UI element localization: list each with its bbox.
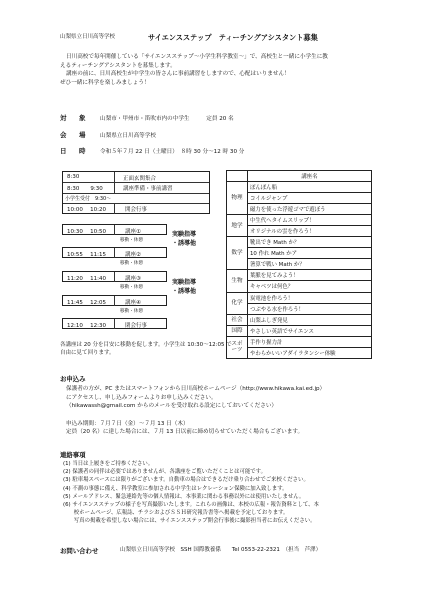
target-label: 対 象 [60, 114, 89, 122]
course-name: やさしい英語でサイエンス [248, 325, 372, 336]
schedule-time: 11:20 11:40 [67, 276, 106, 282]
course-category: スポ ーツ [227, 336, 248, 358]
target-value: 山梨市・甲州市・笛吹市内の中学生 定員 20 名 [100, 116, 234, 122]
note-item: 写真の掲載を希望しない場合には、サイエンスステップ開会行事後に撮影担当者にお伝えください。 [63, 518, 316, 525]
break-label: 移動・休憩 [120, 285, 143, 290]
note-item: (5) メールアドレス、緊急連絡先等の個人情報は、本事業に関わる事務以外には使用いたしません。 [63, 493, 305, 500]
note-item: 校ホームページ、広報誌、チラシおよびＳＳＨ研究報告書等へ掲載を予定しております。 [63, 510, 289, 517]
schedule-time: 8:30 [67, 173, 80, 180]
break-label: 移動・休憩 [120, 238, 143, 243]
notes-heading: 連絡事項 [60, 451, 86, 459]
page-title: サイエンスステップ ティーチングアシスタント募集 [148, 33, 318, 42]
course-name: 炭電池を作ろう！ [248, 292, 372, 303]
slot-5 [62, 318, 167, 329]
course-name: 葉脈を見てみよう！ [248, 270, 372, 281]
schedule [62, 171, 210, 331]
school-name: 山梨県立日川高等学校 [60, 34, 116, 40]
apply-period: 申込み期間：７月７日（金）〜７月 13 日（木） [66, 420, 189, 427]
apply-line: 定員（20 名）に達した場合には、７月 13 日以前に締め切らせていただく場合もございます。 [66, 429, 304, 436]
course-name: キャベツは何色？ [248, 281, 372, 292]
course-table-corner [227, 171, 248, 182]
course-name: 手作り握力計 [248, 336, 372, 347]
schedule-event: 講座準備・事前講習 [123, 186, 173, 192]
course-name: やわらかいいアダイラタンシー体験 [248, 347, 372, 358]
schedule-event: 講座① [125, 229, 141, 235]
apply-line: 保護者の方が、PC またはスマートフォンから日川高校ホームページ（http://www.hikawa.kai.ed.jp） [66, 386, 326, 392]
slot-1 [62, 224, 167, 235]
datetime-label: 日 時 [60, 147, 89, 155]
intro-line: 日川高校で毎年開催している「サイエンスステップ〜小学生科学教室〜」で、高校生と一緒に小学生に教 [66, 54, 328, 60]
schedule-event: 閉会行事 [125, 323, 148, 329]
schedule-time: 10:30 10:50 [67, 229, 106, 235]
course-name: ぽんぽん船 [248, 182, 372, 193]
schedule-note [60, 341, 232, 358]
course-name: つぶやる水を作ろう！ [248, 303, 372, 314]
schedule-event: 講座③ [125, 276, 141, 282]
note-item: (1) 当日は上履きをご持参ください。 [63, 461, 154, 467]
intro-line: えるティーチングアシスタントを募集します。 [60, 62, 176, 69]
intro-text [60, 53, 328, 88]
venue-value: 山梨県立日川高等学校 [100, 133, 156, 139]
schedule-event: 講座④ [125, 300, 141, 306]
apply-line: （hikawassh@gmail.com からのメールを受け取れる設定にしておいてください） [66, 403, 278, 410]
schedule-event: 開会行事 [125, 207, 148, 213]
side-note: 実験指導 ・誘導他 [172, 231, 197, 247]
schedule-note-line: 自由に見て回ります。 [60, 350, 115, 357]
schedule-time: 10:55 11:15 [67, 252, 106, 258]
course-name: 箸算で戦い Math か？ [248, 259, 372, 270]
note-item: (4) 不測の事態に備え、科学教室に参加される中学生はレクレーション保険に加入致します。 [63, 485, 288, 492]
intro-line: 講座の前に、日川高校生が中学生の皆さんに事前講習をしますので、心配はいりません！ [66, 71, 290, 78]
course-table-header: 講座名 [248, 171, 372, 182]
notes-list [63, 460, 319, 526]
course-name: 山梨ふしぎ発見 [248, 314, 372, 325]
course-category: 地学 [227, 215, 248, 237]
note-item: (2) 保護者の同伴は必要ではありませんが、各講座をご覧いただくことは可能です。 [63, 469, 266, 476]
course-category: 物理 [227, 182, 248, 215]
apply-line: にアクセスし、申し込みフォームよりお申し込みください。 [66, 394, 217, 401]
venue-label: 会 場 [60, 131, 89, 139]
apply-body [66, 385, 325, 437]
schedule-note-line: 各講座は 20 分を目安に移動を促します。小学生は 10:30〜12:05 で [60, 342, 232, 348]
course-name: オリジナルの雲を作ろう！ [248, 226, 372, 237]
schedule-time: 11:45 12:05 [67, 300, 106, 306]
course-category: 数学 [227, 237, 248, 270]
break-label: 移動・休憩 [120, 309, 143, 314]
schedule-event: 正面玄関集合 [123, 175, 157, 182]
inquiry-heading: お問い合わせ [60, 547, 99, 555]
course-category: 化学 [227, 292, 248, 314]
course-table [226, 170, 372, 359]
apply-heading: お申込み [60, 375, 86, 383]
side-note: 実験指導 ・誘導他 [172, 279, 197, 295]
course-name: 靴出でき Math か？ [248, 237, 372, 248]
schedule-time: 8:30 9:30 [67, 186, 103, 192]
intro-line: ぜひ一緒に科学を楽しみましょう！ [60, 79, 150, 86]
course-category: 国際 [227, 325, 248, 336]
note-item: (3) 駐車場スペースには限りがございます。自動車の場合はできるだけ乗り合わせでご来校ください。 [63, 477, 309, 484]
schedule-event: 講座② [125, 252, 141, 258]
course-category: 社会 [227, 314, 248, 325]
course-category: 生物 [227, 270, 248, 292]
course-name: 中生代へタイムスリップ！ [248, 215, 372, 226]
course-name: 磁力を使った浮遊ゴマで遊ぼう [248, 204, 372, 215]
break-label: 移動・休憩 [120, 261, 143, 266]
schedule-time: 12:10 12:30 [67, 323, 106, 329]
schedule-time: 10:00 10:20 [67, 207, 106, 213]
apply-line [66, 411, 325, 420]
slot-2 [62, 247, 167, 258]
datetime-value: 令和５年７月 22 日（土曜日） ８時 30 分〜12 時 30 分 [100, 149, 245, 155]
schedule-top-box [62, 171, 210, 214]
course-name: 10 作れ Math かア [248, 248, 372, 259]
reception-time: 小学生受付 9:30〜 [65, 195, 112, 202]
slot-4 [62, 295, 167, 306]
slot-3 [62, 271, 167, 282]
note-item: (6) サイエンスステップの様子を写真撮影いたします。これらの画像は、本校の広報・報告資料として、本 [63, 502, 319, 509]
course-name: コイルジャンプ [248, 193, 372, 204]
inquiry-text: 山梨県立日川高等学校 SSH 国際教養係 Tel 0553-22-2321 （担当 芦澤） [120, 547, 322, 553]
